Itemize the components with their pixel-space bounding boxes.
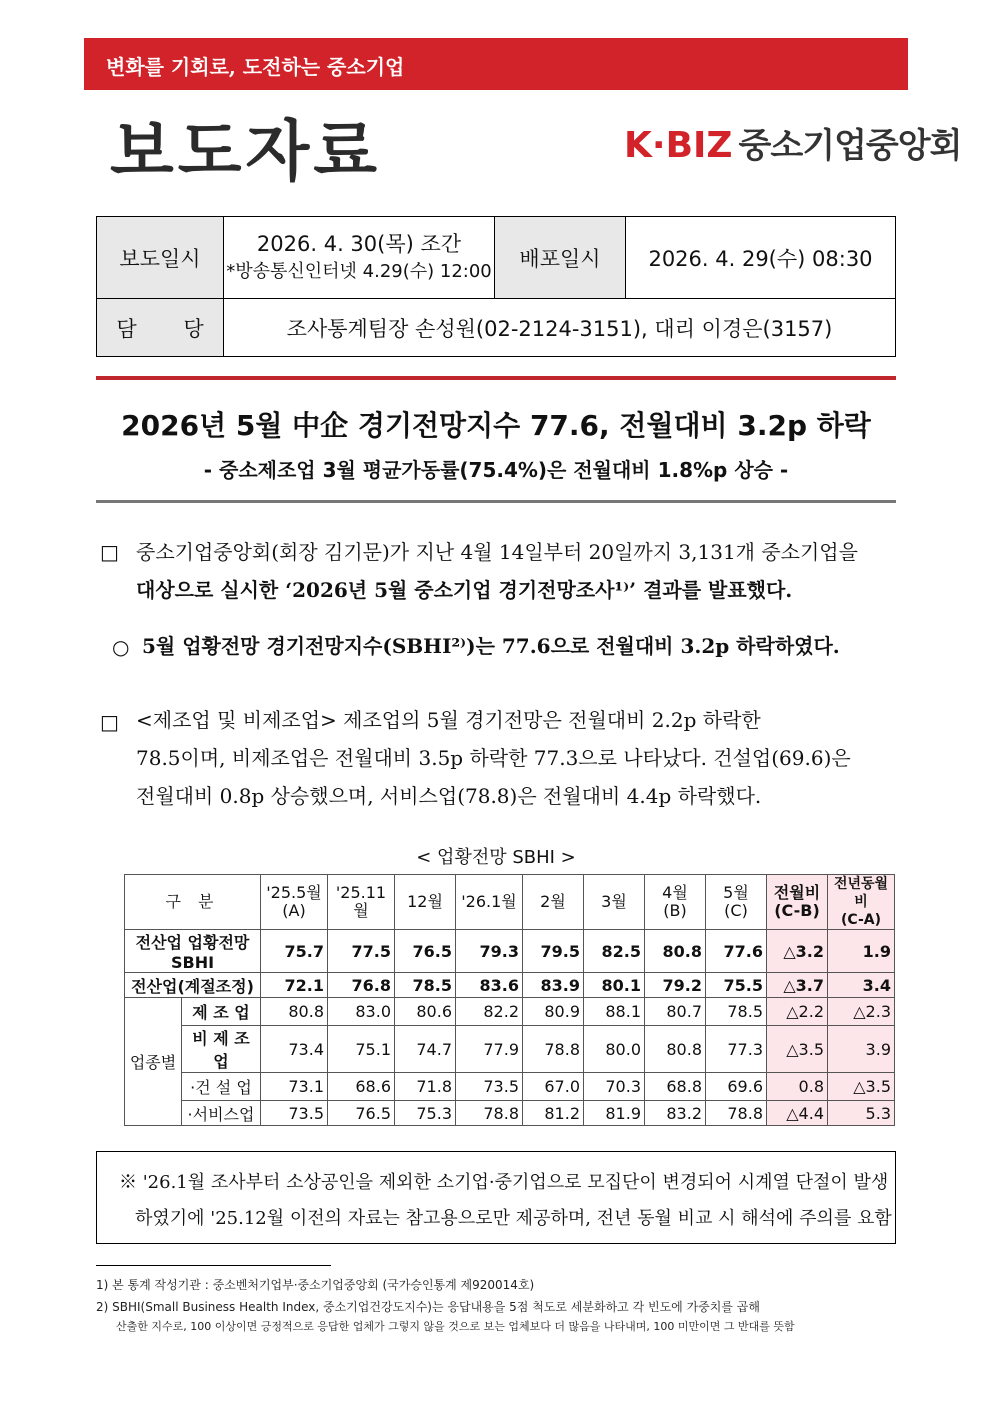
cell: 82.2: [456, 998, 523, 1026]
header-col: 3월: [584, 875, 645, 930]
cell: 77.3: [706, 1026, 767, 1073]
header-col: '25.5월 (A): [261, 875, 328, 930]
cell: 77.6: [706, 930, 767, 973]
footnote-2-line-1: 2) SBHI(Small Business Health Index, 중소기업건강도지수)는 응답내용을 5점 척도로 세분화하고 각 빈도에 가중치를 곱해: [96, 1300, 760, 1314]
release-date-label: 보도일시: [97, 217, 224, 299]
kbiz-logo: [624, 118, 961, 167]
cell: 3.4: [828, 973, 895, 998]
cell: 75.1: [328, 1026, 395, 1073]
cell: 75.5: [706, 973, 767, 998]
logo-biz: BIZ: [665, 125, 733, 166]
circle-bullet-icon: ○: [112, 635, 130, 659]
row-label: ·건 설 업: [182, 1073, 261, 1101]
logo-org: 중소기업중앙회: [738, 126, 962, 166]
cell: 0.8: [767, 1073, 828, 1101]
table-header-row: [125, 875, 895, 930]
cell: 78.8: [523, 1026, 584, 1073]
cell: 82.5: [584, 930, 645, 973]
cell: 80.8: [645, 1026, 706, 1073]
release-date-main: 2026. 4. 30(목) 조간: [256, 231, 462, 256]
sbhi-table: [124, 874, 895, 1126]
cell: 67.0: [523, 1073, 584, 1101]
subheadline: - 중소제조업 3월 평균가동률(75.4%)은 전월대비 1.8%p 상승 -: [203, 458, 789, 482]
table-row: [125, 998, 895, 1026]
paragraph-3-line-3: 전월대비 0.8p 상승했으며, 서비스업(78.8)은 전월대비 4.4p 하락했다.: [136, 784, 762, 808]
cell: 5.3: [828, 1101, 895, 1126]
document-title: 보도자료: [110, 113, 382, 190]
square-bullet-icon: □: [100, 710, 119, 734]
cell: 74.7: [395, 1026, 456, 1073]
header-col: 5월 (C): [706, 875, 767, 930]
slogan-banner: [84, 38, 908, 90]
cell: 68.6: [328, 1073, 395, 1101]
table-row: [125, 973, 895, 998]
cell: 78.5: [395, 973, 456, 998]
cell: 69.6: [706, 1073, 767, 1101]
paragraph-2: 5월 업황전망 경기전망지수(SBHI²⁾)는 77.6으로 전월대비 3.2p 하락하였다.: [142, 634, 840, 658]
cell: △4.4: [767, 1101, 828, 1126]
contact-value: 조사통계팀장 손성원(02-2124-3151), 대리 이경은(3157): [224, 299, 896, 357]
distribution-date-label: 배포일시: [495, 217, 626, 299]
row-label: 제 조 업: [182, 998, 261, 1026]
cell: 68.8: [645, 1073, 706, 1101]
cell: 80.9: [523, 998, 584, 1026]
cell: 77.5: [328, 930, 395, 973]
header-col: '26.1월: [456, 875, 523, 930]
cell: 81.9: [584, 1101, 645, 1126]
header-col: 12월: [395, 875, 456, 930]
cell: 79.3: [456, 930, 523, 973]
cell: 88.1: [584, 998, 645, 1026]
table-row: [125, 1101, 895, 1126]
cell: 78.8: [706, 1101, 767, 1126]
cell: 83.9: [523, 973, 584, 998]
cell: 83.0: [328, 998, 395, 1026]
cell: 80.6: [395, 998, 456, 1026]
footnote-1: 1) 본 통계 작성기관 : 중소벤처기업부·중소기업중앙회 (국가승인통계 제920014호): [96, 1278, 535, 1292]
cell: 79.5: [523, 930, 584, 973]
row-label: ·서비스업: [182, 1101, 261, 1126]
cell: 80.7: [645, 998, 706, 1026]
cell: 80.8: [645, 930, 706, 973]
paragraph-3-line-1: <제조업 및 비제조업> 제조업의 5월 경기전망은 전월대비 2.2p 하락한: [136, 708, 761, 732]
row-label: 전산업 업황전망 SBHI: [125, 930, 261, 973]
release-date-value: [224, 217, 495, 299]
paragraph-3: [136, 701, 898, 815]
note-line-1: ※ '26.1월 조사부터 소상공인을 제외한 소기업·중기업으로 모집단이 변경되어 시계열 단절이 발생: [119, 1172, 889, 1193]
table-row: [125, 1073, 895, 1101]
paragraph-1-line-1: 중소기업중앙회(회장 김기문)가 지난 4월 14일부터 20일까지 3,131개 중소기업을: [136, 540, 858, 564]
cell: △3.2: [767, 930, 828, 973]
cell: △3.5: [828, 1073, 895, 1101]
table-caption: < 업황전망 SBHI >: [416, 847, 576, 868]
paragraph-1: [136, 533, 898, 609]
header-col: 전월비 (C-B): [767, 875, 828, 930]
footnote-divider: [96, 1265, 331, 1266]
group-label: 업종별: [125, 998, 182, 1126]
row-label: 비 제 조 업: [182, 1026, 261, 1073]
cell: 75.7: [261, 930, 328, 973]
cell: △2.3: [828, 998, 895, 1026]
paragraph-1-line-2: 대상으로 실시한 ‘2026년 5월 중소기업 경기전망조사¹⁾’ 결과를 발표했다.: [136, 578, 793, 602]
slogan-text: 변화를 기회로, 도전하는 중소기업: [106, 55, 405, 79]
cell: 76.8: [328, 973, 395, 998]
gray-divider: [96, 500, 896, 503]
cell: 78.8: [456, 1101, 523, 1126]
cell: 81.2: [523, 1101, 584, 1126]
cell: 73.1: [261, 1073, 328, 1101]
cell: 1.9: [828, 930, 895, 973]
cell: 3.9: [828, 1026, 895, 1073]
header-col: '25.11월: [328, 875, 395, 930]
release-date-broadcast: *방송통신인터넷 4.29(수) 12:00: [226, 260, 492, 282]
cell: △2.2: [767, 998, 828, 1026]
table-row: [125, 1026, 895, 1073]
cell: 73.4: [261, 1026, 328, 1073]
cell: 75.3: [395, 1101, 456, 1126]
red-divider: [96, 376, 896, 380]
cell: 76.5: [328, 1101, 395, 1126]
cell: 71.8: [395, 1073, 456, 1101]
cell: 80.8: [261, 998, 328, 1026]
cell: 80.1: [584, 973, 645, 998]
header-col: 2월: [523, 875, 584, 930]
row-label: 전산업(계절조정): [125, 973, 261, 998]
cell: 78.5: [706, 998, 767, 1026]
cell: △3.7: [767, 973, 828, 998]
note-box: [96, 1151, 896, 1244]
cell: 70.3: [584, 1073, 645, 1101]
footnote-2-line-2: 산출한 지수로, 100 이상이면 긍정적으로 응답한 업체가 그렇지 않을 것으로 보는 업체보다 더 많음을 나타내며, 100 미만이면 그 반대를 뜻함: [116, 1320, 795, 1333]
header-category: 구 분: [125, 875, 261, 930]
table-row: [125, 930, 895, 973]
header-col: 전년동월비 (C-A): [828, 875, 895, 930]
cell: 73.5: [456, 1073, 523, 1101]
square-bullet-icon: □: [100, 540, 119, 564]
note-line-2: 하였기에 '25.12월 이전의 자료는 참고용으로만 제공하며, 전년 동월 비교 시 해석에 주의를 요함: [135, 1208, 892, 1229]
header-col: 4월 (B): [645, 875, 706, 930]
distribution-date-value: 2026. 4. 29(수) 08:30: [626, 217, 896, 299]
contact-label: 담 당: [97, 299, 224, 357]
cell: 79.2: [645, 973, 706, 998]
cell: 77.9: [456, 1026, 523, 1073]
logo-dot: ·: [651, 125, 666, 166]
release-info-table: [96, 216, 896, 357]
cell: 83.2: [645, 1101, 706, 1126]
cell: 80.0: [584, 1026, 645, 1073]
headline: 2026년 5월 中企 경기전망지수 77.6, 전월대비 3.2p 하락: [121, 409, 871, 442]
cell: 72.1: [261, 973, 328, 998]
cell: 73.5: [261, 1101, 328, 1126]
cell: △3.5: [767, 1026, 828, 1073]
paragraph-3-line-2: 78.5이며, 비제조업은 전월대비 3.5p 하락한 77.3으로 나타났다. 건설업(69.6)은: [136, 746, 851, 770]
logo-k: K: [624, 125, 652, 166]
cell: 76.5: [395, 930, 456, 973]
cell: 83.6: [456, 973, 523, 998]
